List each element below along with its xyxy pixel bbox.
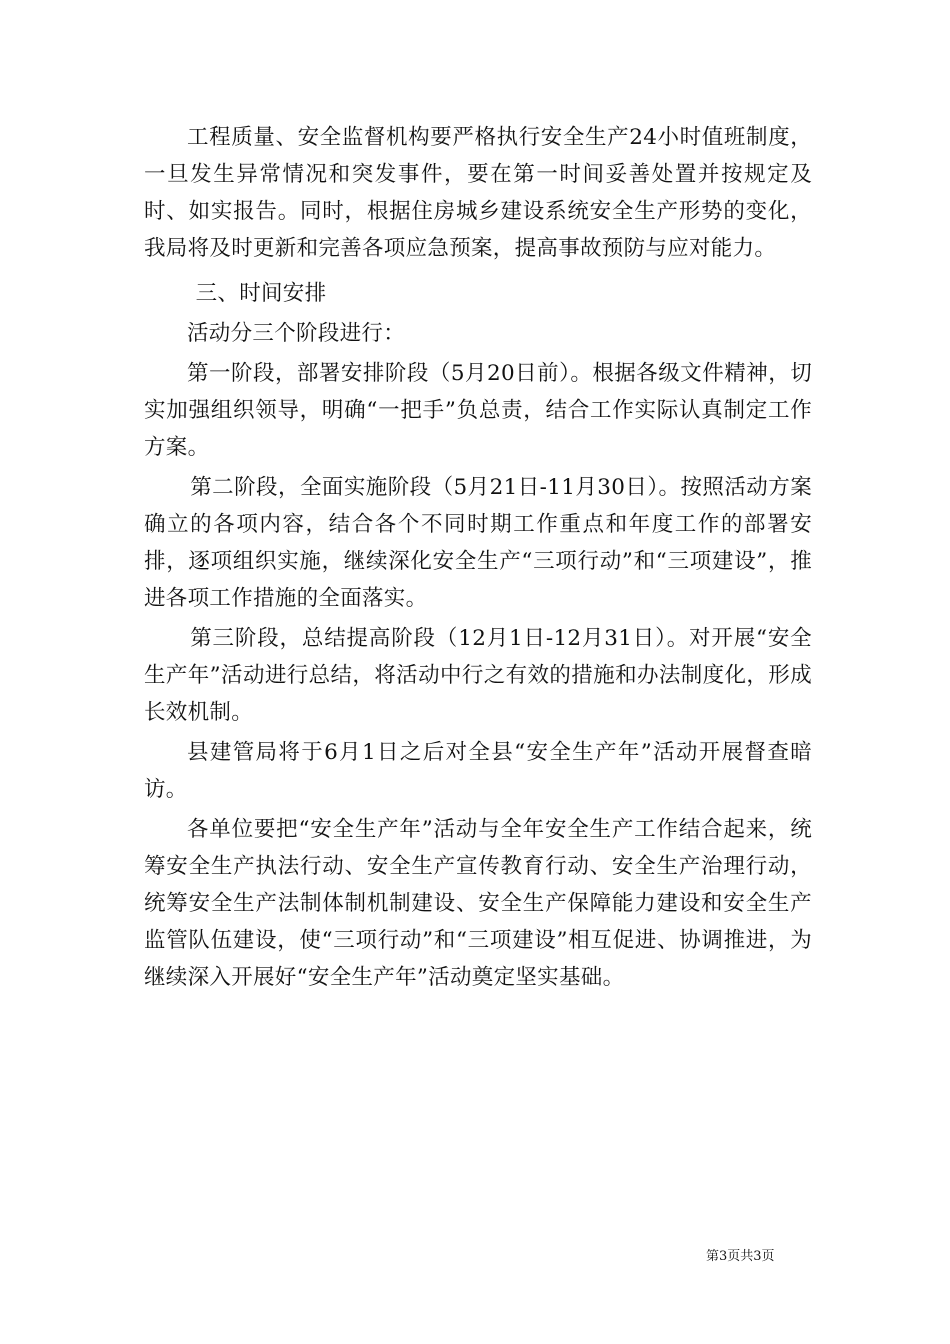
page-number-footer: 第3页共3页 (706, 1249, 775, 1264)
section-heading-schedule: 三、时间安排 (195, 281, 327, 306)
paragraph-stage-two: 第二阶段，全面实施阶段（5月21日-11月30日）。按照活动方案确立的各项内容，结合各个不同时期工作重点和年度工作的部署安排，逐项组织实施，继续深化安全生产“三项行动”和“三项建设”，推进各项工作措施的全面落实。 (144, 475, 812, 611)
document-body (144, 119, 812, 996)
paragraph-inspection: 县建管局将于6月1日之后对全县“安全生产年”活动开展督查暗访。 (144, 740, 812, 802)
paragraph-three-stages: 活动分三个阶段进行： (187, 321, 406, 346)
paragraph-duty-system: 工程质量、安全监督机构要严格执行安全生产24小时值班制度，一旦发生异常情况和突发事件，要在第一时间妥善处置并按规定及时、如实报告。同时，根据住房城乡建设系统安全生产形势的变化，我局将及时更新和完善各项应急预案，提高事故预防与应对能力。 (144, 125, 812, 261)
paragraph-stage-one: 第一阶段，部署安排阶段（5月20日前）。根据各级文件精神，切实加强组织领导，明确“一把手”负总责，结合工作实际认真制定工作方案。 (144, 361, 812, 460)
paragraph-coordination: 各单位要把“安全生产年”活动与全年安全生产工作结合起来，统筹安全生产执法行动、安全生产宣传教育行动、安全生产治理行动，统筹安全生产法制体制机制建设、安全生产保障能力建设和安全生产监管队伍建设，使“三项行动”和“三项建设”相互促进、协调推进，为继续深入开展好“安全生产年”活动奠定坚实基础。 (144, 817, 812, 990)
paragraph-stage-three: 第三阶段，总结提高阶段（12月1日-12月31日）。对开展“安全生产年”活动进行总结，将活动中行之有效的措施和办法制度化，形成长效机制。 (144, 626, 812, 725)
